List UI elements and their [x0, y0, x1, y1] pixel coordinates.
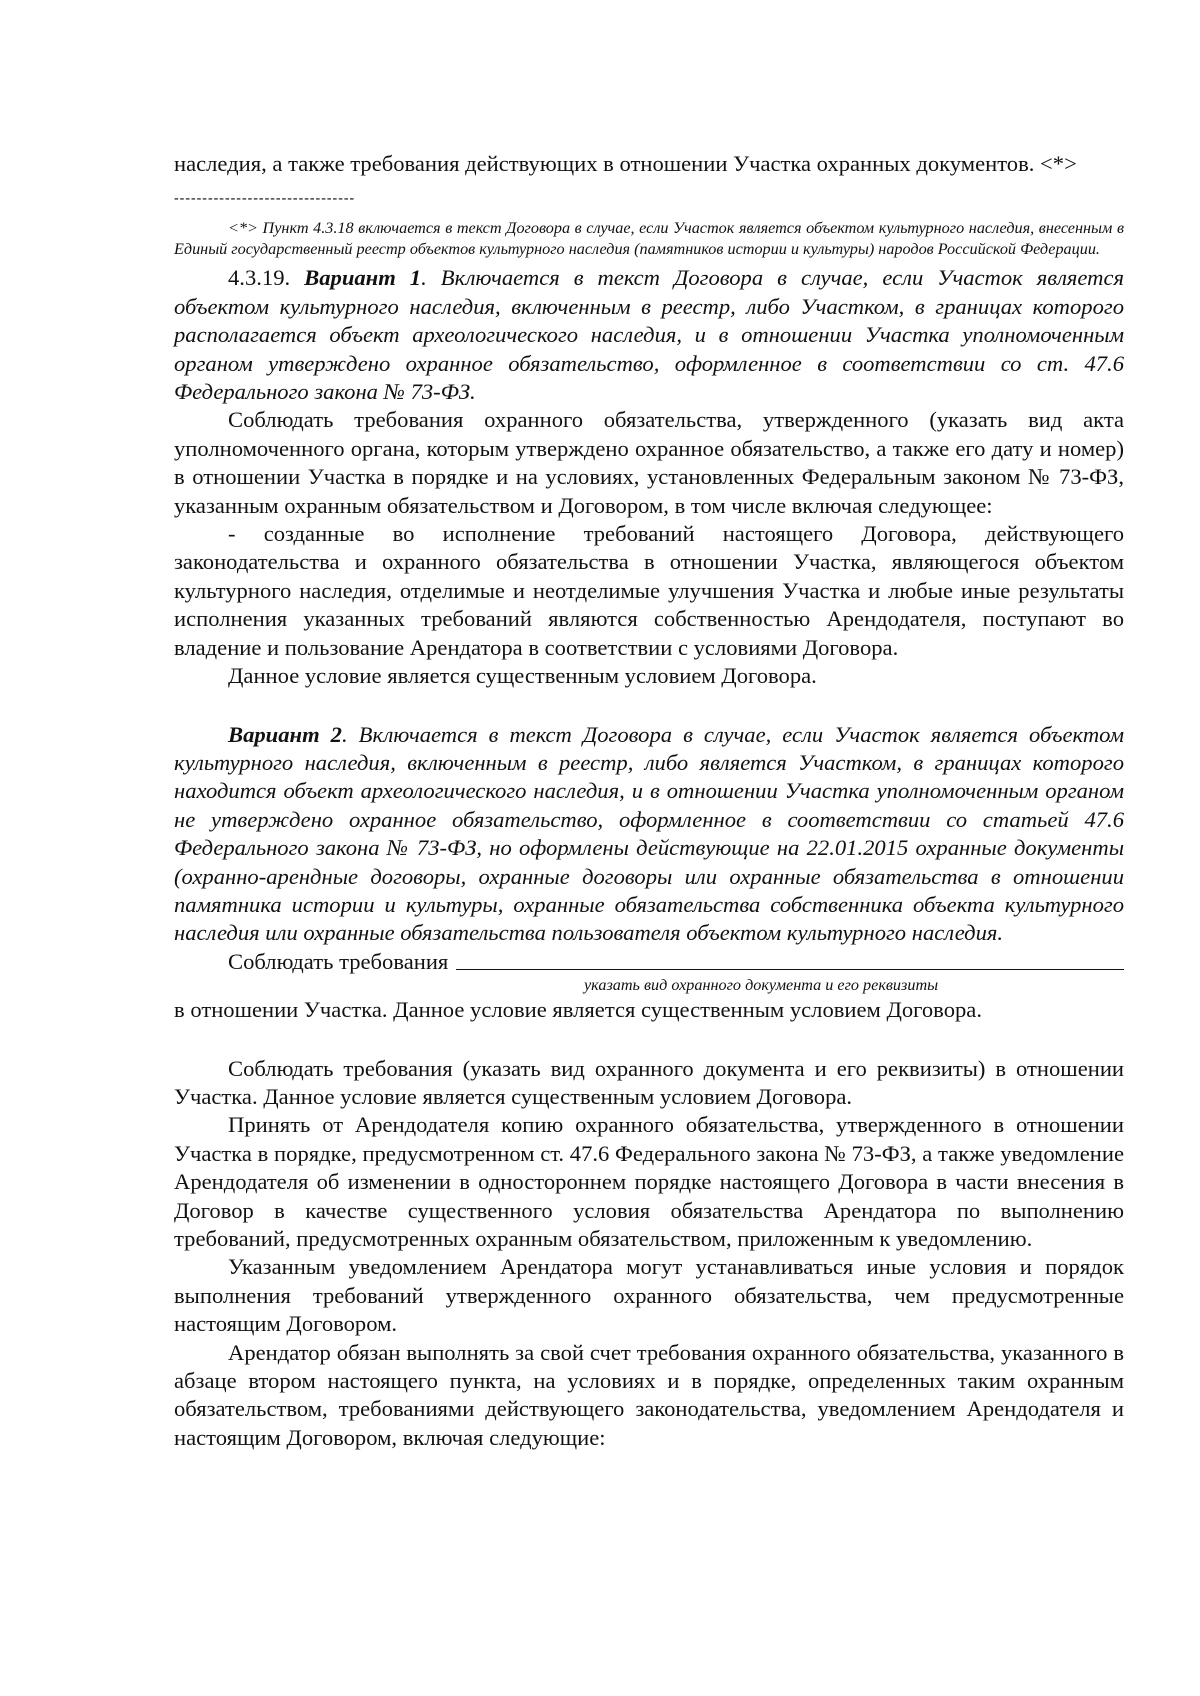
- accept-paragraph: Принять от Арендодателя копию охранного обязательства, утвержденного в отношении Участка в порядке, предусмотренном ст. 47.6 Федерального закона № 73-ФЗ, а также уведомление Арендодателя об изменении в одностороннем порядке настоящего Договора в части внесения в Договор в качестве существенного условия обязательства Арендатора по выполнению требований, предусмотренных охранным обязательством, приложенным к уведомлению.: [174, 1112, 1124, 1251]
- variant-2-text: . Включается в текст Договора в случае, если Участок является объектом культурного наследия, включенным в реестр, либо является Участком, в границах которого находится объект археологического наследия, и в отношении Участка уполномоченным органом не утверждено охранное обязательство, оформленное в соответствии со статьей 47.6 Федерального закона № 73-ФЗ, но оформлены действующие на 22.01.2015 охранные документы (охранно-арендные договоры, охранные договоры или охранные обязательства в отношении памятника истории и культуры, охранные обязательства собственника объекта культурного наследия или охранные обязательства пользователя объектом культурного наследия.: [174, 721, 1124, 946]
- footnote: <*> Пункт 4.3.18 включается в текст Договора в случае, если Участок является объектом культурного наследия, внесенным в Единый государственный реестр объектов культурного наследия (памятников истории и культуры) народов Российской Федерации.: [174, 219, 1124, 259]
- fill-in-tail: в отношении Участка. Данное условие является существенным условием Договора.: [174, 997, 982, 1023]
- clause-number: 4.3.19.: [228, 265, 291, 291]
- clause-variant-2: [174, 721, 1124, 948]
- variant-1-label: Вариант 1: [304, 265, 422, 291]
- document-page: [174, 150, 1124, 1452]
- footnote-separator: --------------------------------: [174, 192, 356, 207]
- essential-condition-1: Данное условие является существенным условием Договора.: [228, 663, 817, 689]
- fill-in-lead: Соблюдать требования: [228, 948, 449, 974]
- comply-paragraph: Соблюдать требования охранного обязательства, утвержденного (указать вид акта уполномоченного органа, которым утверждено охранное обязательство, а также его дату и номер) в отношении Участка в порядке и на условиях, установленных Федеральным законом № 73-ФЗ, указанным охранным обязательством и Договором, в том числе включая следующее:: [174, 407, 1124, 518]
- fill-in-caption: указать вид охранного документа и его реквизиты: [584, 976, 939, 995]
- clause-4-3-19-variant-1: [174, 264, 1124, 406]
- variant-1-text: . Включается в текст Договора в случае, если Участок является объектом культурного наследия, включенным в реестр, либо Участком, в границах которого располагается объект археологического наследия, и в отношении Участка уполномоченным органом утверждено охранное обязательство, оформленное в соответствии со ст. 47.6 Федерального закона № 73-ФЗ.: [174, 265, 1124, 405]
- comply-paragraph-2: Соблюдать требования (указать вид охранного документа и его реквизиты) в отношении Участка. Данное условие является существенным условием Договора.: [174, 1055, 1124, 1109]
- fill-in-blank-line: [456, 959, 1124, 970]
- fill-in-row: [174, 948, 1124, 976]
- top-paragraph: наследия, а также требования действующих в отношении Участка охранных документов. <*>: [174, 151, 1077, 176]
- bullet-paragraph: - созданные во исполнение требований настоящего Договора, действующего законодательства и охранного обязательства в отношении Участка, являющегося объектом культурного наследия, отделимые и неотделимые улучшения Участка и любые иные результаты исполнения указанных требований являются собственностью Арендодателя, поступают во владение и пользование Арендатора в соответствии с условиями Договора.: [174, 521, 1124, 660]
- variant-2-label: Вариант 2: [228, 721, 342, 747]
- notice-paragraph: Указанным уведомлением Арендатора могут устанавливаться иные условия и порядок выполнения требований утвержденного охранного обязательства, чем предусмотренные настоящим Договором.: [174, 1254, 1124, 1337]
- lessee-paragraph: Арендатор обязан выполнять за свой счет требования охранного обязательства, указанного в абзаце втором настоящего пункта, на условиях и в порядке, определенных таким охранным обязательством, требованиями действующего законодательства, уведомлением Арендодателя и настоящим Договором, включая следующие:: [174, 1339, 1124, 1450]
